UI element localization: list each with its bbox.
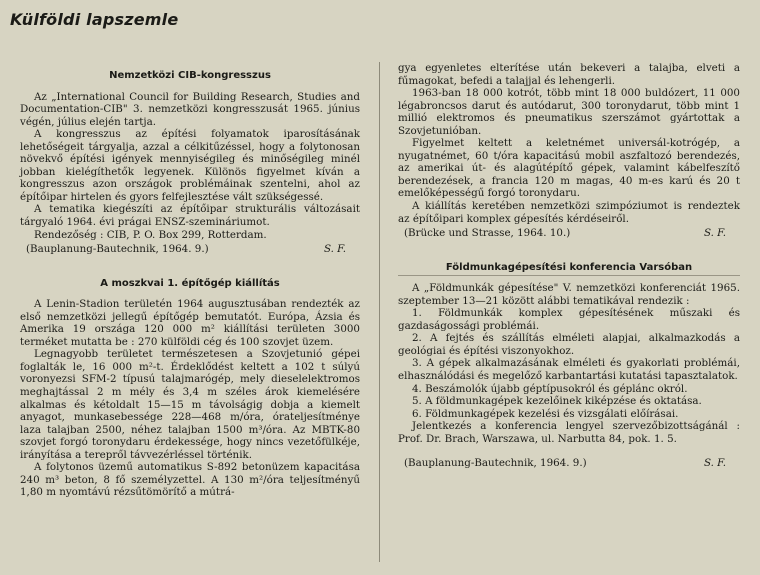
paragraph: 1963-ban 18 000 kotrót, több mint 18 000 buldózert, 11 000 légabroncsos darut és autódarut, 300 toronydarut, több mint 1 millió elektromos és pneumatikus szerszámot gyártottak a Szovjetunióban.: [398, 87, 740, 137]
list-item: 5. A földmunkagépek kezelőinek kiképzése és oktatása.: [412, 395, 702, 408]
list-item: 4. Beszámolók újabb géptípusokról és géplánc okról.: [412, 382, 688, 395]
list-item: 6. Földmunkagépek kezelési és vizsgálati előírásai.: [412, 407, 679, 420]
source-citation: (Brücke und Strasse, 1964. 10.): [404, 227, 571, 240]
paragraph: Jelentkezés a konferencia lengyel szervezőbizottságánál : Prof. Dr. Brach, Warszawa, ul. Narbutta 84, pok. 1. 5.: [398, 420, 740, 445]
list-item: 3. A gépek alkalmazásának elméleti és gyakorlati problémái, elhasználódási és megelőző karbantartási kutatási tapasztalatok.: [398, 357, 740, 383]
paragraph: A kiállítás keretében nemzetközi szimpóziumot is rendeztek az építőipari komplex gépesítés kérdéseiről.: [398, 200, 740, 225]
paragraph: A tematika kiegészíti az építőipar strukturális változásait tárgyaló 1964. évi prágai ENSZ-szemináriumot.: [20, 203, 360, 229]
paragraph: A kongresszus az építési folyamatok iparosításának lehetőségeit tárgyalja, azzal a célkitűzéssel, hogy a folytonosan növekvő építési igények mennyiségileg és minőségileg minél jobban kielégíthetők legyenek. Különös figyelmet kíván a kongresszus azon országok problémáinak szentelni, ahol az építőipar hirtelen és gyors felfejlesztése vált szükségessé.: [20, 128, 360, 203]
article-title-moscow: A moszkvai 1. építőgép kiállítás: [100, 277, 280, 289]
paragraph: Rendezőség : CIB, P. O. Box 299, Rotterdam.: [34, 228, 267, 241]
page-title: Külföldi lapszemle: [10, 10, 179, 29]
right-column: [398, 62, 740, 470]
paragraph: Legnagyobb területet természetesen a Szovjetunió gépei foglalták le, 16 000 m²-t. Érdeklődést keltett a 102 t súlyú voronyezsi SFM-2 típusú talajmarógép, mely dieselelektromos meghajtással 2 m mély és 3,4 m széles árok kiemelésére alkalmas és kétoldalt 15—15 m távolságig dobja a kiemelt anyagot, munkasebessége 228—468 m/óra, órateljesítménye laza talajban 2500, néhez talajban 1500 m³/óra. Az MBTK-80 szovjet forgó toronydaru érdekessége, hogy nincs vezetőfülkéje, irányítása a terepről távvezérléssel történik.: [20, 348, 360, 461]
article-signature: [398, 227, 740, 240]
article-signature: [20, 243, 360, 256]
article-title-warsaw: Földmunkagépesítési konferencia Varsóban: [445, 261, 693, 273]
list-item: 2. A fejtés és szállítás elméleti alapjai, alkalmazkodás a geológiai és építési viszonyokhoz.: [398, 332, 740, 357]
author-initials: S. F.: [703, 227, 726, 240]
paragraph: A „Földmunkák gépesítése" V. nemzetközi konferenciát 1965. szeptember 13—21 között alábbi tematikával rendezik :: [398, 282, 740, 307]
source-citation: (Bauplanung-Bautechnik, 1964. 9.): [26, 243, 209, 256]
list-item: 1. Földmunkák komplex gépesítésének műszaki és gazdaságossági problémái.: [398, 307, 740, 332]
paragraph: A Lenin-Stadion területén 1964 augusztusában rendezték az első nemzetközi jellegű építőgép bemutatót. Európa, Ázsia és Amerika 19 országa 120 000 m² kiállítási területen 3000 terméket mutatta be : 270 külföldi cég és 100 szovjet üzem.: [20, 298, 360, 348]
article-signature: [398, 457, 740, 470]
source-citation: (Bauplanung-Bautechnik, 1964. 9.): [404, 457, 587, 470]
column-divider: [379, 62, 380, 562]
author-initials: S. F.: [703, 457, 726, 470]
paragraph: A folytonos üzemű automatikus S-892 betonüzem kapacitása 240 m³ beton, 8 fő személyzettel. A 130 m²/óra teljesítményű 1,80 m nyomtávú rézsűtömörítő a mútrá-: [20, 461, 360, 499]
left-column: [20, 64, 360, 499]
paragraph: Az „International Council for Building Research, Studies and Documentation-CIB" 3. nemzetközi kongresszusát 1965. június végén, július elején tartja.: [20, 90, 360, 128]
paragraph-continued: gya egyenletes elterítése után bekeveri a talajba, elveti a fűmagokat, befedi a talajjal és lehengerli.: [398, 62, 740, 87]
article-title-cib: Nemzetközi CIB-kongresszus: [109, 70, 271, 81]
author-initials: S. F.: [323, 243, 346, 256]
paragraph: Figyelmet keltett a keletnémet universál-kotrógép, a nyugatnémet, 60 t/óra kapacitású mobil aszfaltozó berendezés, az amerikai út- és alagútépítő gépek, valamint kábelfeszítő berendezések, a francia 120 m magas, 40 m-es karú és 20 t emelőképességű forgó toronydaru.: [398, 137, 740, 200]
